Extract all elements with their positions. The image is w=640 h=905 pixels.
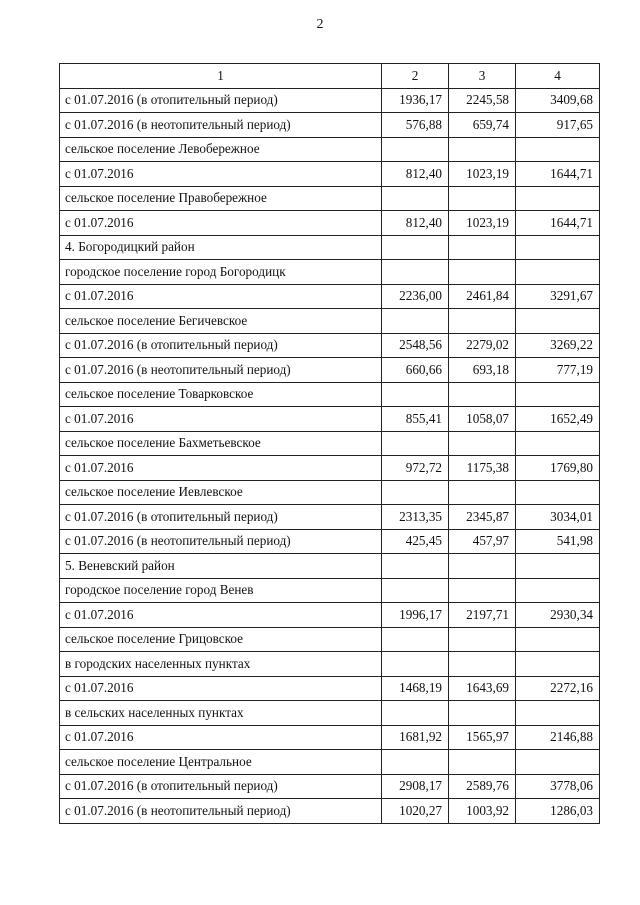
column-header: 3 [449, 64, 516, 89]
value-cell: 1468,19 [382, 676, 449, 701]
column-header: 2 [382, 64, 449, 89]
value-cell [382, 431, 449, 456]
value-cell: 3291,67 [516, 284, 600, 309]
value-cell: 3409,68 [516, 88, 600, 113]
row-label-cell: с 01.07.2016 (в отопительный период) [60, 88, 382, 113]
row-label-cell: с 01.07.2016 [60, 676, 382, 701]
value-cell [516, 554, 600, 579]
row-label-cell: сельское поселение Грицовское [60, 627, 382, 652]
row-label-cell: городское поселение город Богородицк [60, 260, 382, 285]
table-row [60, 750, 600, 775]
row-label-cell: в городских населенных пунктах [60, 652, 382, 677]
tariff-table [59, 63, 600, 824]
table-row [60, 701, 600, 726]
table-row [60, 676, 600, 701]
row-label-cell: сельское поселение Иевлевское [60, 480, 382, 505]
value-cell [516, 652, 600, 677]
value-cell: 2345,87 [449, 505, 516, 530]
row-label-cell: с 01.07.2016 (в неотопительный период) [60, 529, 382, 554]
table-row [60, 235, 600, 260]
table-body [60, 88, 600, 823]
table-header-row [60, 64, 600, 89]
row-label-cell: с 01.07.2016 (в отопительный период) [60, 333, 382, 358]
table-row [60, 284, 600, 309]
value-cell: 1996,17 [382, 603, 449, 628]
value-cell: 541,98 [516, 529, 600, 554]
row-label-cell: с 01.07.2016 (в неотопительный период) [60, 113, 382, 138]
value-cell: 660,66 [382, 358, 449, 383]
value-cell [449, 627, 516, 652]
value-cell: 1936,17 [382, 88, 449, 113]
row-label-cell: с 01.07.2016 (в неотопительный период) [60, 799, 382, 824]
row-label-cell: с 01.07.2016 [60, 456, 382, 481]
value-cell [382, 309, 449, 334]
value-cell: 659,74 [449, 113, 516, 138]
value-cell: 1643,69 [449, 676, 516, 701]
table-row [60, 88, 600, 113]
value-cell: 2548,56 [382, 333, 449, 358]
row-label-cell: с 01.07.2016 [60, 211, 382, 236]
value-cell [382, 480, 449, 505]
value-cell: 3269,22 [516, 333, 600, 358]
value-cell [449, 260, 516, 285]
value-cell: 425,45 [382, 529, 449, 554]
value-cell: 2146,88 [516, 725, 600, 750]
value-cell: 2245,58 [449, 88, 516, 113]
table-row [60, 333, 600, 358]
row-label-cell: с 01.07.2016 [60, 284, 382, 309]
row-label-cell: 4. Богородицкий район [60, 235, 382, 260]
value-cell: 2279,02 [449, 333, 516, 358]
table-row [60, 505, 600, 530]
value-cell: 1003,92 [449, 799, 516, 824]
value-cell [382, 652, 449, 677]
value-cell: 1020,27 [382, 799, 449, 824]
row-label-cell: с 01.07.2016 [60, 603, 382, 628]
page-number: 2 [316, 17, 324, 32]
table-row [60, 186, 600, 211]
value-cell: 812,40 [382, 162, 449, 187]
value-cell: 1681,92 [382, 725, 449, 750]
value-cell [449, 554, 516, 579]
value-cell: 693,18 [449, 358, 516, 383]
table-row [60, 725, 600, 750]
value-cell [382, 186, 449, 211]
table-row [60, 554, 600, 579]
value-cell [449, 480, 516, 505]
value-cell [449, 578, 516, 603]
row-label-cell: городское поселение город Венев [60, 578, 382, 603]
column-header: 4 [516, 64, 600, 89]
value-cell [516, 701, 600, 726]
table-row [60, 431, 600, 456]
row-label-cell: сельское поселение Правобережное [60, 186, 382, 211]
value-cell: 2930,34 [516, 603, 600, 628]
value-cell [449, 186, 516, 211]
value-cell [382, 627, 449, 652]
table-row [60, 578, 600, 603]
value-cell [449, 309, 516, 334]
value-cell: 1023,19 [449, 211, 516, 236]
value-cell: 3778,06 [516, 774, 600, 799]
table-row [60, 358, 600, 383]
table-row [60, 774, 600, 799]
value-cell: 1023,19 [449, 162, 516, 187]
table-row [60, 113, 600, 138]
value-cell [449, 382, 516, 407]
value-cell: 1644,71 [516, 211, 600, 236]
value-cell [516, 750, 600, 775]
value-cell [382, 235, 449, 260]
value-cell: 2461,84 [449, 284, 516, 309]
row-label-cell: сельское поселение Товарковское [60, 382, 382, 407]
table-row [60, 652, 600, 677]
row-label-cell: с 01.07.2016 (в отопительный период) [60, 505, 382, 530]
column-header: 1 [60, 64, 382, 89]
value-cell [516, 627, 600, 652]
row-label-cell: с 01.07.2016 [60, 407, 382, 432]
row-label-cell: с 01.07.2016 [60, 162, 382, 187]
row-label-cell: 5. Веневский район [60, 554, 382, 579]
table-row [60, 456, 600, 481]
value-cell: 1175,38 [449, 456, 516, 481]
value-cell: 812,40 [382, 211, 449, 236]
value-cell [516, 431, 600, 456]
table-row [60, 162, 600, 187]
value-cell: 1286,03 [516, 799, 600, 824]
table-row [60, 211, 600, 236]
value-cell: 1058,07 [449, 407, 516, 432]
row-label-cell: с 01.07.2016 [60, 725, 382, 750]
table-row [60, 627, 600, 652]
row-label-cell: сельское поселение Центральное [60, 750, 382, 775]
value-cell [449, 652, 516, 677]
table-row [60, 603, 600, 628]
value-cell: 1652,49 [516, 407, 600, 432]
value-cell: 2313,35 [382, 505, 449, 530]
value-cell: 917,65 [516, 113, 600, 138]
value-cell: 1644,71 [516, 162, 600, 187]
row-label-cell: с 01.07.2016 (в неотопительный период) [60, 358, 382, 383]
value-cell: 2272,16 [516, 676, 600, 701]
table-row [60, 799, 600, 824]
value-cell [516, 309, 600, 334]
table-row [60, 137, 600, 162]
value-cell: 1769,80 [516, 456, 600, 481]
value-cell [516, 260, 600, 285]
value-cell [516, 186, 600, 211]
value-cell [516, 137, 600, 162]
value-cell [382, 750, 449, 775]
row-label-cell: сельское поселение Бахметьевское [60, 431, 382, 456]
value-cell: 2197,71 [449, 603, 516, 628]
value-cell: 2589,76 [449, 774, 516, 799]
row-label-cell: сельское поселение Левобережное [60, 137, 382, 162]
value-cell: 1565,97 [449, 725, 516, 750]
value-cell: 2908,17 [382, 774, 449, 799]
value-cell [449, 750, 516, 775]
row-label-cell: сельское поселение Бегичевское [60, 309, 382, 334]
value-cell: 855,41 [382, 407, 449, 432]
row-label-cell: с 01.07.2016 (в отопительный период) [60, 774, 382, 799]
value-cell [516, 235, 600, 260]
value-cell [382, 260, 449, 285]
table-row [60, 309, 600, 334]
value-cell [382, 554, 449, 579]
value-cell: 777,19 [516, 358, 600, 383]
value-cell [516, 578, 600, 603]
value-cell: 457,97 [449, 529, 516, 554]
value-cell [449, 701, 516, 726]
table-row [60, 480, 600, 505]
value-cell: 972,72 [382, 456, 449, 481]
value-cell [449, 137, 516, 162]
value-cell [516, 382, 600, 407]
table-row [60, 529, 600, 554]
value-cell [382, 137, 449, 162]
value-cell [382, 701, 449, 726]
table-row [60, 382, 600, 407]
value-cell: 3034,01 [516, 505, 600, 530]
row-label-cell: в сельских населенных пунктах [60, 701, 382, 726]
table-row [60, 260, 600, 285]
value-cell [382, 382, 449, 407]
value-cell: 2236,00 [382, 284, 449, 309]
value-cell [449, 431, 516, 456]
value-cell [449, 235, 516, 260]
value-cell [382, 578, 449, 603]
value-cell: 576,88 [382, 113, 449, 138]
value-cell [516, 480, 600, 505]
table-row [60, 407, 600, 432]
